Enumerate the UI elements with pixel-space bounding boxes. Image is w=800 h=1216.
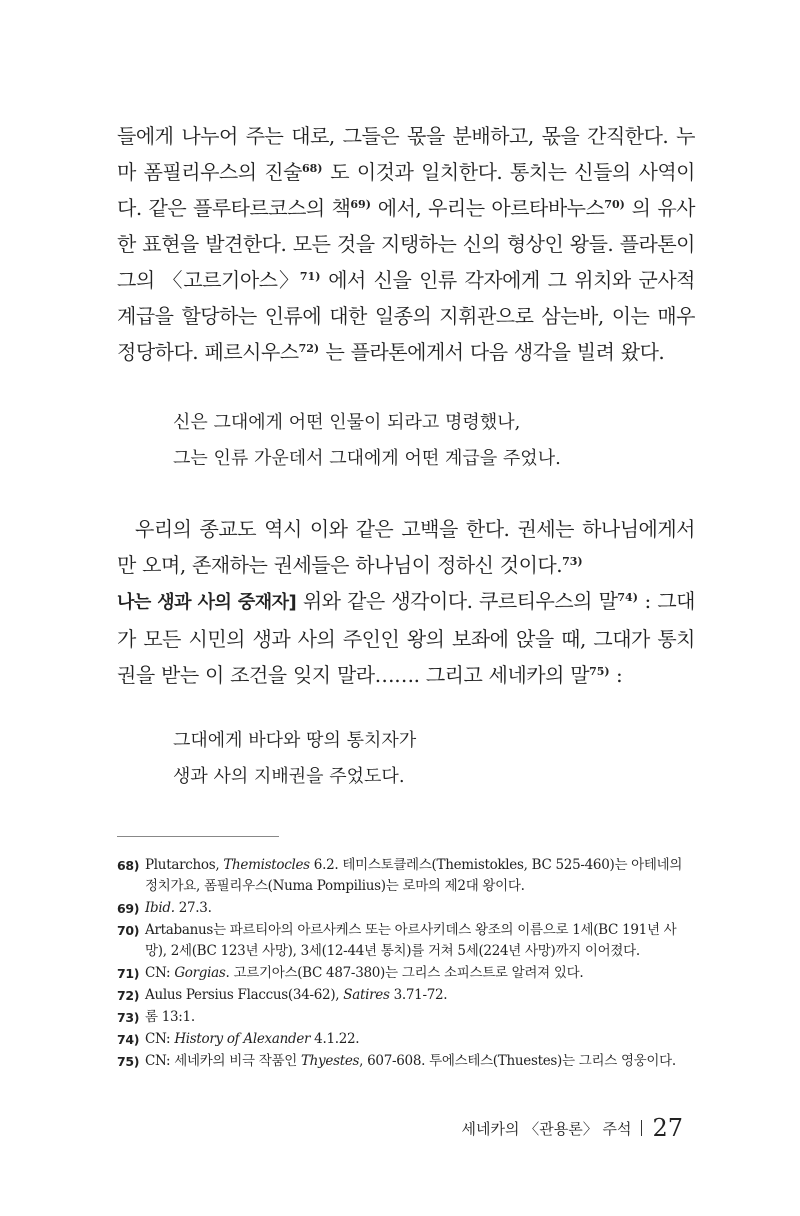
body-paragraph xyxy=(117,118,695,370)
verse-line: 생과 사의 지배권을 주었도다. xyxy=(173,766,405,787)
footnote-number: 71) xyxy=(117,966,140,981)
verse-quote xyxy=(173,405,561,477)
body-text-run: 에서 신을 인류 각자에게 그 위치와 군사적 계급을 할당하는 인류에 대한 일종의 지휘관으로 삼는바, 이는 매우 정당하다. 페르시우스 xyxy=(117,268,695,364)
footnote-text: CN: xyxy=(145,965,175,981)
footnote-divider xyxy=(117,836,279,837)
footnote-text: 27.3. xyxy=(174,900,212,916)
footnote-text: 6.2. 테미스토클레스(Themistokles, BC 525-460)는 아테네의 정치가요, 폼필리우스(Numa Pompilius)는 로마의 제2대 왕이다. xyxy=(145,857,683,894)
verse-line: 신은 그대에게 어떤 인물이 되라고 명령했나, xyxy=(173,412,521,433)
footnote-title: Gorgias xyxy=(174,965,226,981)
body-text-run: 의 유사한 표현을 발견한다. 모든 것을 지탱하는 신의 형상인 왕들. 플라톤이 그의 〈고르기아스〉 xyxy=(117,196,695,292)
footnote-number: 70) xyxy=(117,923,140,938)
footnote-text: CN: xyxy=(145,1031,175,1047)
footnote-item xyxy=(117,920,695,962)
body-text-run: 들에게 나누어 주는 대로, 그들은 몫을 분배하고, 몫을 간직한다. 누마 폼필리우스의 진술 xyxy=(117,124,695,184)
footnote-item xyxy=(117,1029,695,1050)
footnote-title: Ibid. xyxy=(145,900,175,916)
footnote-title: Satires xyxy=(343,987,390,1003)
footnote-ref[interactable]: 68) xyxy=(301,162,323,175)
footnote-item xyxy=(117,1051,695,1072)
body-text-run: 는 플라톤에게서 다음 생각을 빌려 왔다. xyxy=(319,340,665,364)
body-text-run: 에서, 우리는 아르타바누스 xyxy=(370,196,605,220)
footnote-title: Themistocles xyxy=(223,857,310,873)
footnote-title: History of Alexander xyxy=(174,1031,311,1047)
footnote-number: 72) xyxy=(117,988,140,1003)
footnote-text: 4.1.22. xyxy=(310,1031,360,1047)
body-text-run: : xyxy=(609,663,623,687)
footnote-text: Artabanus는 파르티아의 아르사케스 또는 아르사키데스 왕조의 이름으로 1세(BC 191년 사망), 2세(BC 123년 사망), 3세(12-44년 통치)를 거쳐 5세(224년 사망)까지 이어졌다. xyxy=(145,922,677,959)
footnote-ref[interactable]: 71) xyxy=(299,270,321,283)
body-text-run: 위와 같은 생각이다. 쿠르티우스의 말 xyxy=(296,589,618,613)
footnote-ref[interactable]: 69) xyxy=(350,198,371,211)
footnote-ref[interactable]: 70) xyxy=(604,198,625,211)
footnote-list xyxy=(117,855,695,1073)
verse-line: 그대에게 바다와 땅의 통치자가 xyxy=(173,730,417,751)
page-footer xyxy=(462,1114,684,1142)
page-number: 27 xyxy=(652,1114,683,1142)
footnote-item xyxy=(117,855,695,897)
footnote-number: 75) xyxy=(117,1054,140,1069)
footnote-text: Aulus Persius Flaccus(34-62), xyxy=(145,987,344,1003)
body-text-run: : 그대가 모든 시민의 생과 사의 주인인 왕의 보좌에 앉을 때, 그대가 통치권을 받는 이 조건을 잊지 말라……. 그리고 세네카의 말 xyxy=(117,589,695,687)
section-heading: 나는 생과 사의 중재자] xyxy=(117,592,297,613)
body-paragraph xyxy=(117,511,695,693)
footnote-number: 69) xyxy=(117,901,140,916)
verse-quote xyxy=(173,723,416,795)
footnote-item xyxy=(117,898,695,919)
body-text-run: 우리의 종교도 역시 이와 같은 고백을 한다. 권세는 하나님에게서만 오며, 존재하는 권세들은 하나님이 정하신 것이다. xyxy=(117,517,695,577)
verse-line: 그는 인류 가운데서 그대에게 어떤 계급을 주었나. xyxy=(173,448,561,469)
footer-separator xyxy=(641,1120,642,1136)
footnote-text: 3.71-72. xyxy=(389,987,448,1003)
footnote-ref[interactable]: 74) xyxy=(617,591,638,604)
footnote-text: 롬 13:1. xyxy=(145,1009,195,1025)
footnote-text: . 고르기아스(BC 487-380)는 그리스 소피스트로 알려져 있다. xyxy=(225,965,584,981)
footnote-ref[interactable]: 72) xyxy=(298,342,320,355)
footnote-text: Plutarchos, xyxy=(145,857,224,873)
footnote-number: 74) xyxy=(117,1032,140,1047)
footnote-item xyxy=(117,985,695,1006)
running-title: 세네카의 〈관용론〉 주석 xyxy=(461,1119,632,1138)
footnote-text: , 607-608. 투에스테스(Thuestes)는 그리스 영웅이다. xyxy=(359,1053,676,1069)
footnote-text: CN: 세네카의 비극 작품인 xyxy=(145,1053,301,1069)
footnote-ref[interactable]: 75) xyxy=(589,665,610,678)
body-text-run: 도 이것과 일치한다. 통치는 신들의 사역이다. 같은 플루타르코스의 책 xyxy=(117,160,695,220)
footnote-number: 73) xyxy=(117,1010,140,1025)
footnote-ref[interactable]: 73) xyxy=(562,555,583,568)
footnote-number: 68) xyxy=(117,858,140,873)
footnote-item xyxy=(117,963,695,984)
footnote-title: Thyestes xyxy=(300,1053,360,1069)
footnote-item xyxy=(117,1007,695,1028)
